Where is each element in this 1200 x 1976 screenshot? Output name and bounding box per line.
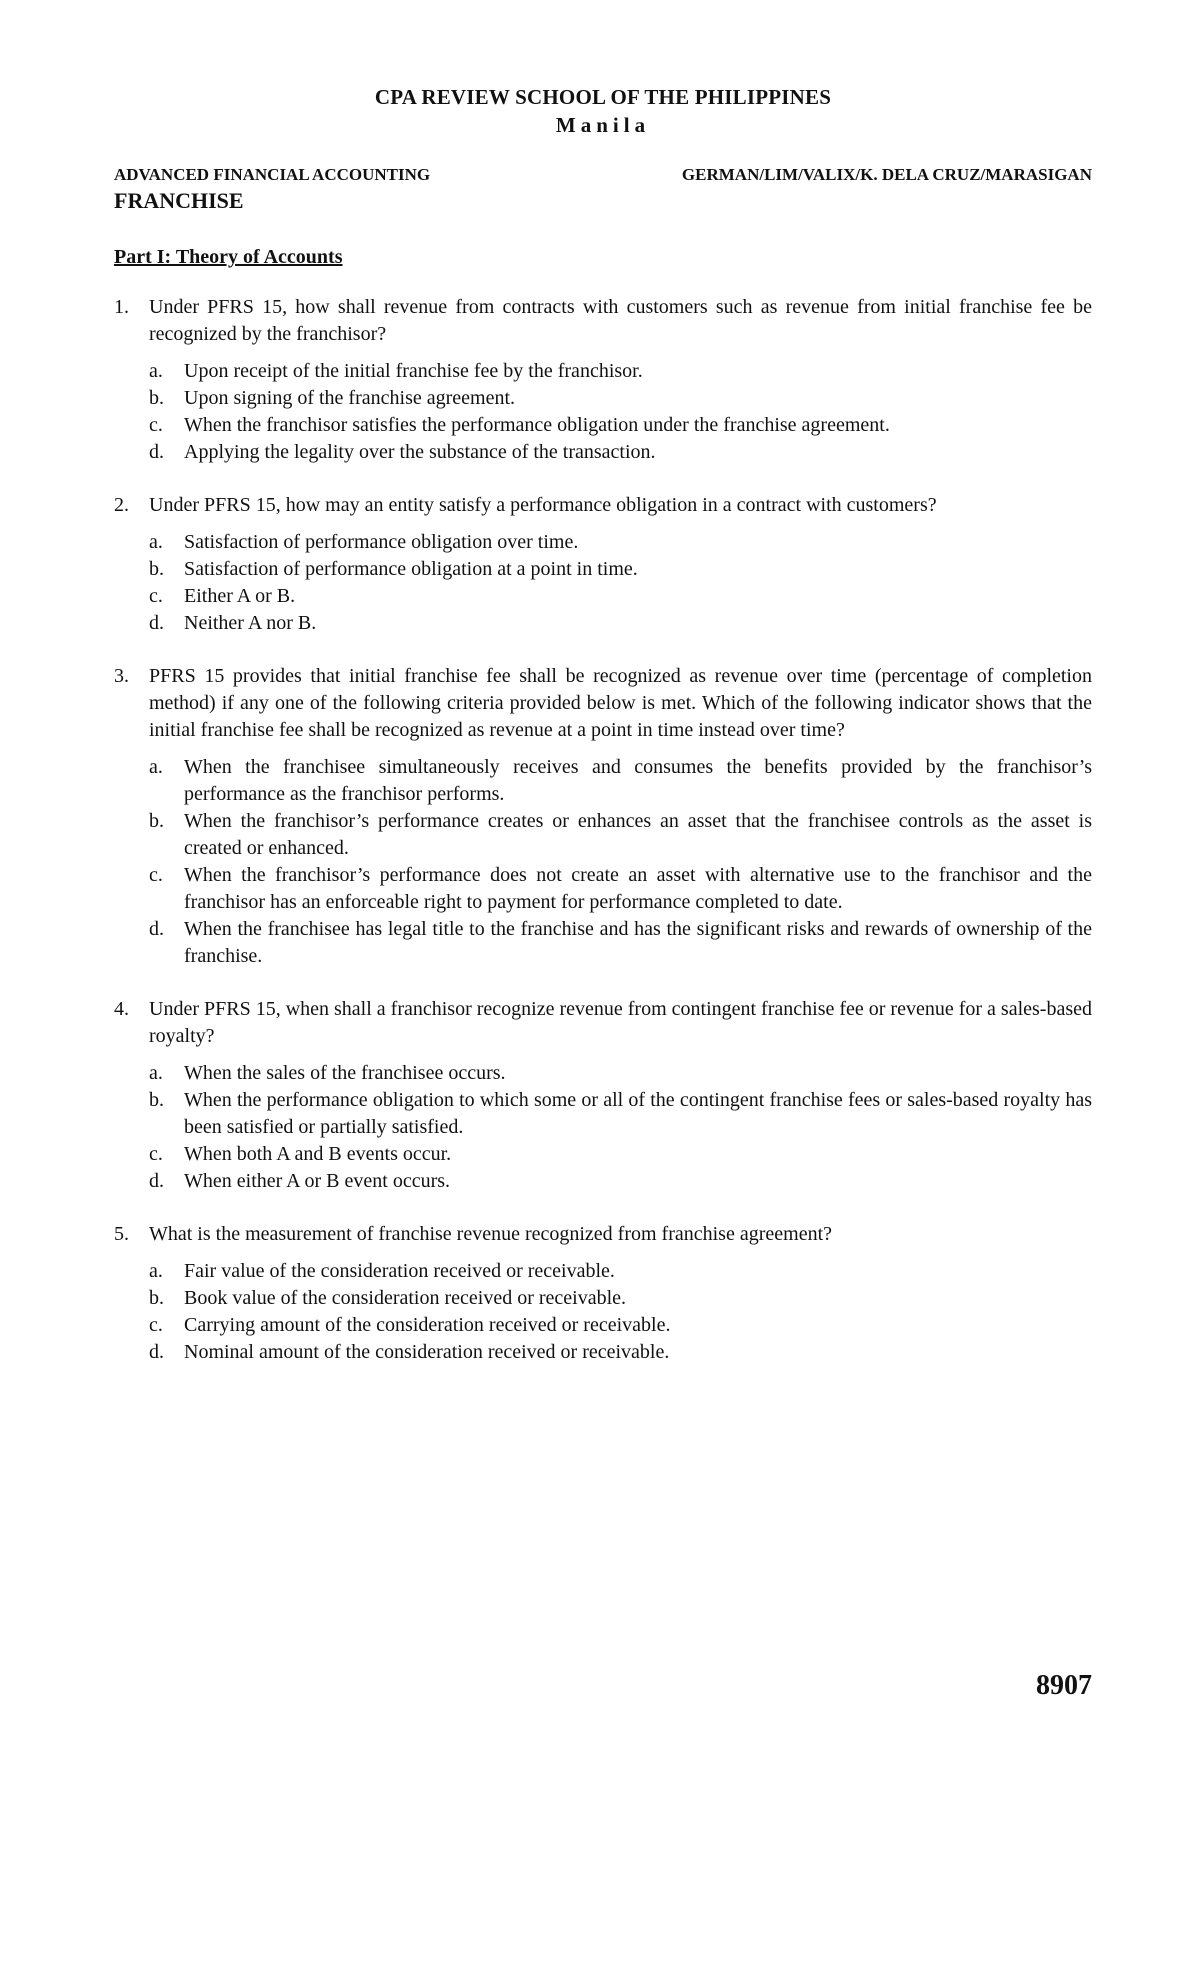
choice-letter: c. bbox=[149, 414, 163, 436]
choice-letter: b. bbox=[149, 558, 164, 580]
choice-item bbox=[149, 1312, 1092, 1339]
school-city: Manila bbox=[555, 113, 651, 137]
question-item bbox=[114, 663, 1092, 970]
choice-item bbox=[149, 862, 1092, 916]
choice-text: Either A or B. bbox=[184, 585, 296, 607]
choice-text: When the franchisor satisfies the performance obligation under the franchise agreement. bbox=[184, 414, 890, 436]
choice-text: Carrying amount of the consideration received or receivable. bbox=[184, 1314, 671, 1336]
choice-text: When both A and B events occur. bbox=[184, 1143, 452, 1165]
choice-letter: b. bbox=[149, 810, 164, 832]
choice-text: When the franchisee has legal title to the franchise and has the significant risks and rewards of ownership of the franchise. bbox=[184, 918, 1092, 967]
choice-item bbox=[149, 1339, 1092, 1366]
question-body bbox=[149, 996, 1092, 1195]
choice-letter: a. bbox=[149, 1062, 163, 1084]
question-text: Under PFRS 15, how shall revenue from contracts with customers such as revenue from initial franchise fee be recognized by the franchisor? bbox=[149, 296, 1092, 345]
topic-title: FRANCHISE bbox=[114, 188, 244, 213]
question-number: 1. bbox=[114, 296, 129, 318]
choice-text: Nominal amount of the consideration received or receivable. bbox=[184, 1341, 670, 1363]
choice-item bbox=[149, 916, 1092, 970]
choice-letter: b. bbox=[149, 1287, 164, 1309]
choice-text: When the performance obligation to which some or all of the contingent franchise fees or sales-based royalty has been satisfied or partially satisfied. bbox=[184, 1089, 1092, 1138]
choice-text: Satisfaction of performance obligation over time. bbox=[184, 531, 579, 553]
course-header bbox=[114, 164, 1092, 186]
choice-item bbox=[149, 1258, 1092, 1285]
choice-item bbox=[149, 1087, 1092, 1141]
question-list bbox=[114, 294, 1092, 1366]
course-name: ADVANCED FINANCIAL ACCOUNTING bbox=[114, 165, 431, 184]
question-text: Under PFRS 15, how may an entity satisfy a performance obligation in a contract with customers? bbox=[149, 494, 937, 516]
school-title: CPA REVIEW SCHOOL OF THE PHILIPPINES bbox=[374, 85, 832, 109]
choice-letter: d. bbox=[149, 441, 164, 463]
page-number: 8907 bbox=[1036, 1670, 1092, 1701]
choice-text: Applying the legality over the substance of the transaction. bbox=[184, 441, 656, 463]
authors: GERMAN/LIM/VALIX/K. DELA CRUZ/MARASIGAN bbox=[681, 165, 1092, 184]
choice-text: Book value of the consideration received or receivable. bbox=[184, 1287, 627, 1309]
choice-text: When either A or B event occurs. bbox=[184, 1170, 451, 1192]
question-body bbox=[149, 492, 1092, 637]
choice-letter: a. bbox=[149, 531, 163, 553]
choice-letter: d. bbox=[149, 1341, 164, 1363]
choice-letter: b. bbox=[149, 387, 164, 409]
question-number: 3. bbox=[114, 665, 129, 687]
part-heading: Part I: Theory of Accounts bbox=[114, 246, 343, 268]
choice-item bbox=[149, 610, 1092, 637]
choice-letter: c. bbox=[149, 1314, 163, 1336]
choice-letter: d. bbox=[149, 918, 164, 940]
question-number: 2. bbox=[114, 494, 129, 516]
question-body bbox=[149, 1221, 1092, 1366]
question-text: Under PFRS 15, when shall a franchisor recognize revenue from contingent franchise fee or revenue for a sales-based royalty? bbox=[149, 998, 1092, 1047]
choice-letter: a. bbox=[149, 756, 163, 778]
question-item bbox=[114, 492, 1092, 637]
choice-text: When the sales of the franchisee occurs. bbox=[184, 1062, 506, 1084]
choice-item bbox=[149, 358, 1092, 385]
question-text: What is the measurement of franchise revenue recognized from franchise agreement? bbox=[149, 1223, 832, 1245]
choice-item bbox=[149, 439, 1092, 466]
question-body bbox=[149, 294, 1092, 466]
choice-item bbox=[149, 385, 1092, 412]
choice-item bbox=[149, 1141, 1092, 1168]
choice-letter: c. bbox=[149, 1143, 163, 1165]
choice-item bbox=[149, 808, 1092, 862]
choice-item bbox=[149, 1168, 1092, 1195]
question-number: 4. bbox=[114, 998, 129, 1020]
choice-item bbox=[149, 1285, 1092, 1312]
question-item bbox=[114, 996, 1092, 1195]
choice-text: Upon receipt of the initial franchise fee by the franchisor. bbox=[184, 360, 643, 382]
choice-text: Fair value of the consideration received or receivable. bbox=[184, 1260, 615, 1282]
question-item bbox=[114, 294, 1092, 466]
choice-item bbox=[149, 556, 1092, 583]
choice-letter: d. bbox=[149, 1170, 164, 1192]
choice-list bbox=[149, 529, 1092, 637]
question-number: 5. bbox=[114, 1223, 129, 1245]
choice-text: When the franchisee simultaneously receives and consumes the benefits provided by the franchisor’s performance as the franchisor performs. bbox=[184, 756, 1092, 805]
choice-letter: d. bbox=[149, 612, 164, 634]
choice-list bbox=[149, 1060, 1092, 1195]
choice-text: Upon signing of the franchise agreement. bbox=[184, 387, 516, 409]
choice-letter: a. bbox=[149, 1260, 163, 1282]
choice-text: When the franchisor’s performance does not create an asset with alternative use to the franchisor and the franchisor has an enforceable right to payment for performance completed to date. bbox=[184, 864, 1092, 913]
question-item bbox=[114, 1221, 1092, 1366]
question-text: PFRS 15 provides that initial franchise fee shall be recognized as revenue over time (percentage of completion method) if any one of the following criteria provided below is met. Which of the following indicator shows that the initial franchise fee shall be recognized as revenue at a point in time instead over time? bbox=[149, 665, 1092, 741]
choice-item bbox=[149, 1060, 1092, 1087]
choice-item bbox=[149, 754, 1092, 808]
choice-letter: c. bbox=[149, 585, 163, 607]
choice-list bbox=[149, 358, 1092, 466]
choice-item bbox=[149, 412, 1092, 439]
question-body bbox=[149, 663, 1092, 970]
document-page bbox=[114, 84, 1092, 1366]
choice-item bbox=[149, 583, 1092, 610]
choice-text: Satisfaction of performance obligation at a point in time. bbox=[184, 558, 638, 580]
choice-letter: a. bbox=[149, 360, 163, 382]
choice-text: Neither A nor B. bbox=[184, 612, 317, 634]
choice-text: When the franchisor’s performance creates or enhances an asset that the franchisee controls as the asset is created or enhanced. bbox=[184, 810, 1092, 859]
choice-letter: c. bbox=[149, 864, 163, 886]
choice-letter: b. bbox=[149, 1089, 164, 1111]
choice-item bbox=[149, 529, 1092, 556]
choice-list bbox=[149, 754, 1092, 970]
choice-list bbox=[149, 1258, 1092, 1366]
